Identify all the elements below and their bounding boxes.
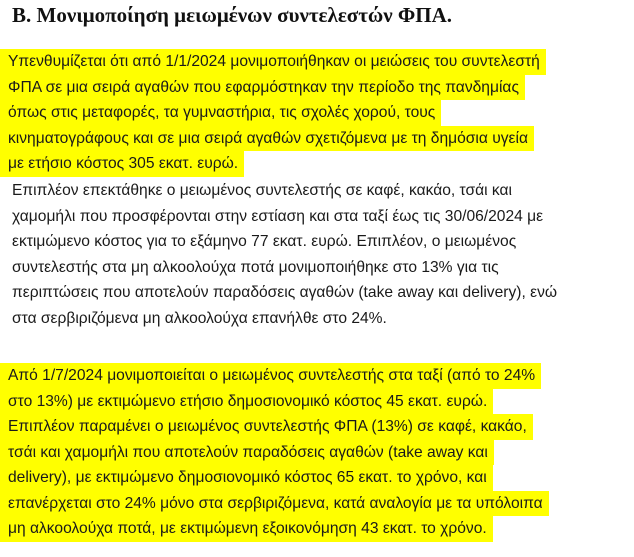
text-line: όπως στις μεταφορές, τα γυμναστήρια, τις σχολές χορού, τους [0, 100, 441, 126]
text-line: Επιπλέον επεκτάθηκε ο μειωμένος συντελεστής σε καφέ, κακάο, τσάι και [12, 182, 513, 199]
text-line: Από 1/7/2024 μονιμοποιείται ο μειωμένος συντελεστής στα ταξί (από το 24% [0, 363, 541, 389]
text-line: συντελεστής στα μη αλκοολούχα ποτά μονιμοποιήθηκε στο 13% για τις [12, 258, 499, 276]
text-line: κινηματογράφους και σε μια σειρά αγαθών σχετιζόμενα με τη δημόσια υγεία [0, 126, 534, 152]
text-line: Υπενθυμίζεται ότι από 1/1/2024 μονιμοποιήθηκαν οι μειώσεις του συντελεστή [0, 49, 546, 75]
text-line: μη αλκοολούχα ποτά, με εκτιμώμενη εξοικονόμηση 43 εκατ. το χρόνο. [0, 516, 493, 542]
text-line: στο 13%) με εκτιμώμενο ετήσιο δημοσιονομικό κόστος 45 εκατ. ευρώ. [0, 389, 493, 415]
section-heading: B. Μονιμοποίηση μειωμένων συντελεστών ΦΠΑ. [12, 3, 453, 27]
paragraph-highlighted-3 [0, 363, 549, 542]
paragraph-highlighted-1 [0, 49, 546, 177]
text-line: delivery), με εκτιμώμενο δημοσιονομικό κόστος 65 εκατ. το χρόνο, και [0, 465, 493, 491]
paragraph-2 [0, 178, 562, 331]
text-line: περιπτώσεις που αποτελούν παραδόσεις αγαθών (take away και delivery), ενώ [12, 284, 558, 301]
text-line: Επιπλέον παραμένει ο μειωμένος συντελεστής ΦΠΑ (13%) σε καφέ, κακάο, [0, 414, 533, 440]
text-line: χαμομήλι που προσφέρονται στην εστίαση και στα ταξί έως τις 30/06/2024 με [12, 207, 544, 225]
text-line: εκτιμώμενο κόστος για το εξάμηνο 77 εκατ. ευρώ. Επιπλέον, ο μειωμένος [12, 233, 517, 250]
text-line: με ετήσιο κόστος 305 εκατ. ευρώ. [0, 151, 244, 177]
text-line: επανέρχεται στο 24% μόνο στα σερβιριζόμενα, κατά αναλογία με τα υπόλοιπα [0, 491, 549, 517]
text-line: τσάι και χαμομήλι που αποτελούν παραδόσεις αγαθών (take away και [0, 440, 494, 466]
text-line: στα σερβιριζόμενα μη αλκοολούχα επανήλθε στο 24%. [12, 309, 387, 327]
text-line: ΦΠΑ σε μια σειρά αγαθών που εφαρμόστηκαν την περίοδο της πανδημίας [0, 75, 525, 101]
